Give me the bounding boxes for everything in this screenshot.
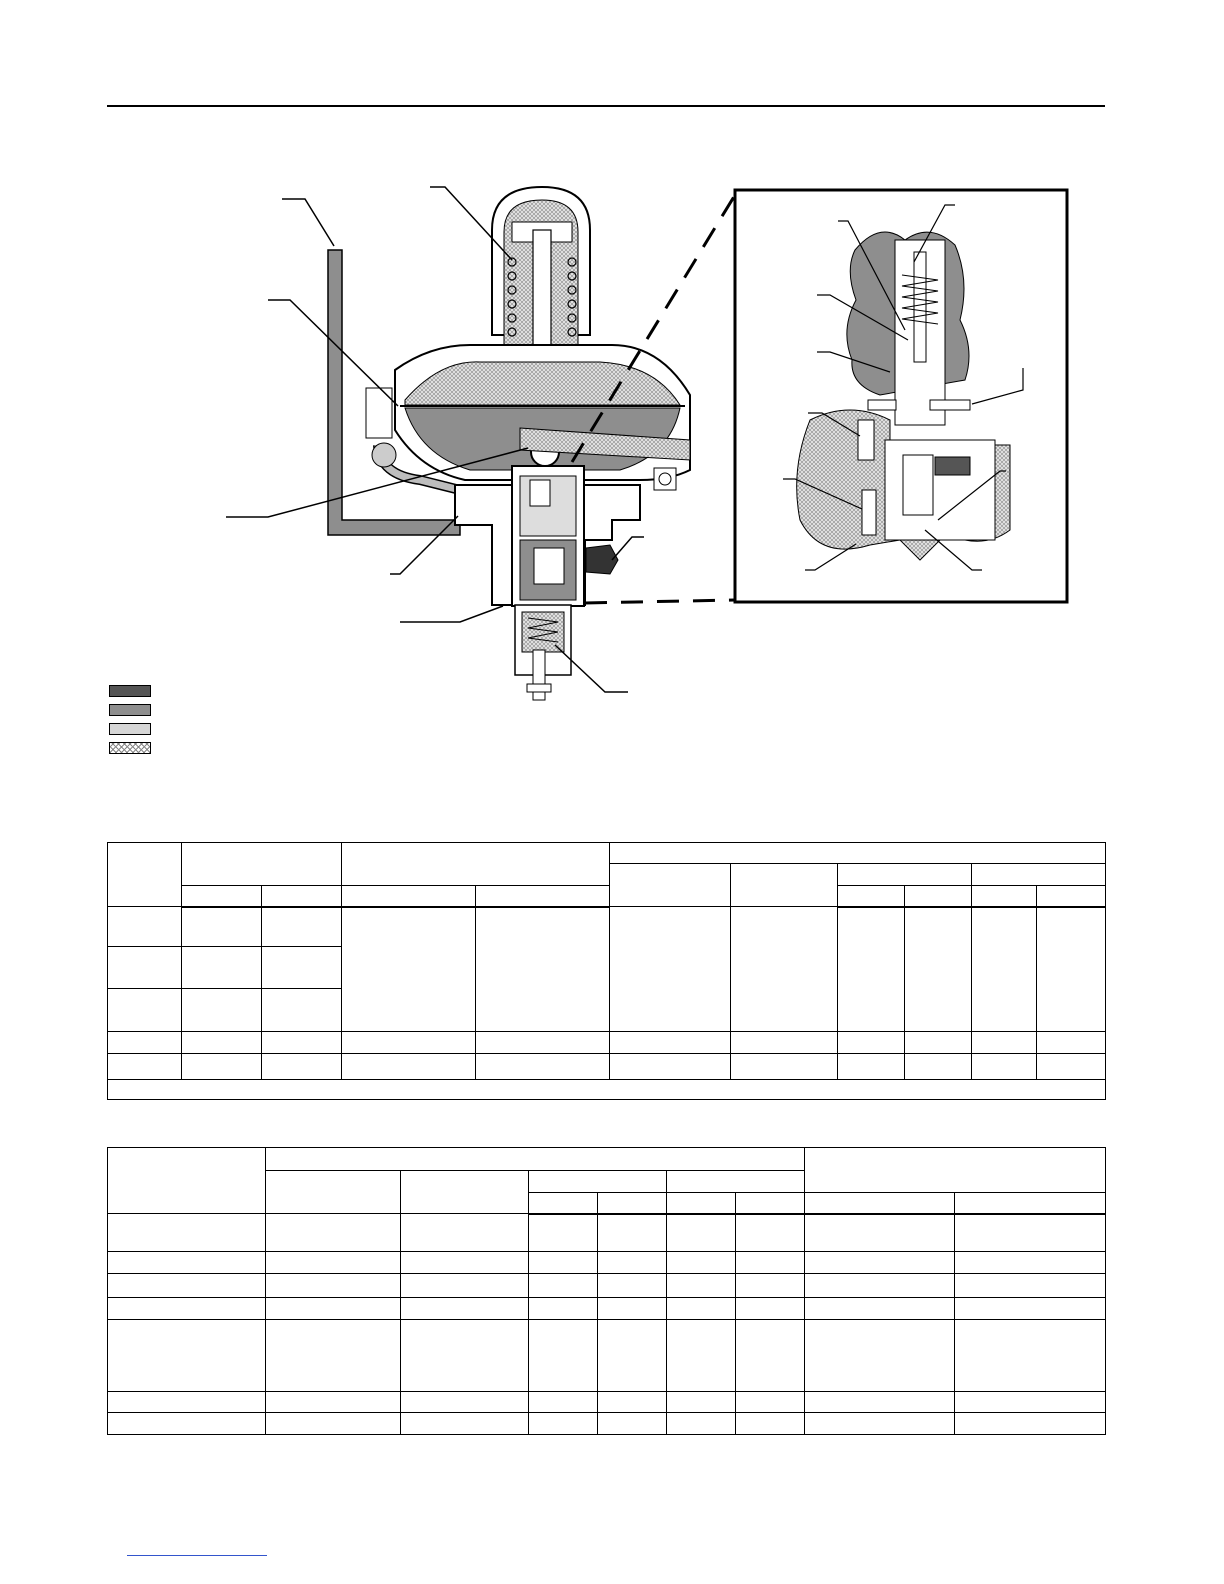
t2-cell <box>667 1392 736 1413</box>
footer-link-underline <box>127 1555 267 1556</box>
t2-cell <box>401 1252 529 1274</box>
t2-header-cell <box>805 1148 1106 1193</box>
t2-cell <box>598 1392 667 1413</box>
t2-cell <box>736 1214 805 1252</box>
t2-cell <box>108 1298 266 1320</box>
t2-header-cell <box>955 1193 1106 1214</box>
t1-header-cell <box>342 886 476 907</box>
t1-cell <box>905 1032 972 1054</box>
t2-cell <box>401 1413 529 1435</box>
t1-cell <box>342 907 476 1032</box>
t2-header-cell <box>401 1171 529 1214</box>
t2-cell <box>955 1214 1106 1252</box>
t2-cell <box>667 1214 736 1252</box>
t1-cell <box>476 1054 610 1080</box>
t2-cell <box>401 1214 529 1252</box>
t2-cell <box>667 1252 736 1274</box>
t2-cell <box>736 1413 805 1435</box>
t1-header-cell <box>1037 886 1106 907</box>
t2-cell <box>805 1298 955 1320</box>
t1-cell <box>1037 1032 1106 1054</box>
t2-header-cell <box>667 1193 736 1214</box>
t1-cell <box>342 1054 476 1080</box>
t2-cell <box>736 1298 805 1320</box>
t2-cell <box>108 1320 266 1392</box>
t2-cell <box>736 1252 805 1274</box>
t2-cell <box>266 1252 401 1274</box>
t1-cell <box>182 989 262 1032</box>
t1-cell <box>108 1032 182 1054</box>
t1-cell <box>1037 907 1106 1032</box>
t2-cell <box>401 1274 529 1298</box>
t1-cell <box>972 1054 1037 1080</box>
t2-header-cell <box>805 1193 955 1214</box>
t1-cell <box>108 947 182 989</box>
t2-cell <box>667 1320 736 1392</box>
t1-header-cell <box>972 864 1106 886</box>
t1-cell <box>610 907 731 1032</box>
t2-header-cell <box>529 1193 598 1214</box>
t1-cell <box>108 1054 182 1080</box>
legend-swatch-medium <box>109 704 151 716</box>
specifications-table-2 <box>107 1147 1106 1435</box>
t1-cell <box>731 1054 838 1080</box>
t2-cell <box>266 1413 401 1435</box>
t1-cell <box>731 1032 838 1054</box>
t2-header-cell <box>108 1148 266 1214</box>
t1-cell <box>972 1032 1037 1054</box>
t1-cell <box>182 907 262 947</box>
t2-cell <box>805 1214 955 1252</box>
legend <box>109 685 151 761</box>
t2-cell <box>955 1274 1106 1298</box>
t2-cell <box>529 1274 598 1298</box>
legend-swatch-light <box>109 723 151 735</box>
t2-cell <box>108 1413 266 1435</box>
t2-cell <box>598 1298 667 1320</box>
t2-cell <box>598 1274 667 1298</box>
t1-header-cell <box>182 886 262 907</box>
t2-header-cell <box>266 1148 805 1171</box>
t1-cell <box>838 907 905 1032</box>
t1-cell <box>182 1054 262 1080</box>
t2-cell <box>805 1320 955 1392</box>
t2-cell <box>108 1252 266 1274</box>
t1-header-cell <box>342 843 610 886</box>
t2-cell <box>736 1274 805 1298</box>
t1-cell <box>108 907 182 947</box>
t2-cell <box>598 1320 667 1392</box>
t2-cell <box>529 1252 598 1274</box>
t1-header-cell <box>182 843 342 886</box>
t1-cell <box>731 907 838 1032</box>
t1-header-cell <box>838 886 905 907</box>
t1-header-cell <box>838 864 972 886</box>
pilot-body <box>455 466 640 700</box>
t2-cell <box>667 1298 736 1320</box>
t2-cell <box>108 1274 266 1298</box>
t1-cell <box>262 947 342 989</box>
t1-cell <box>476 1032 610 1054</box>
t2-header-cell <box>736 1193 805 1214</box>
t2-cell <box>598 1413 667 1435</box>
t2-cell <box>805 1392 955 1413</box>
t1-cell <box>905 1054 972 1080</box>
t2-cell <box>736 1320 805 1392</box>
t2-cell <box>108 1392 266 1413</box>
t2-cell <box>108 1214 266 1252</box>
t2-cell <box>736 1392 805 1413</box>
pilot-detail-inset <box>735 190 1067 602</box>
t2-cell <box>598 1252 667 1274</box>
t2-cell <box>529 1214 598 1252</box>
t1-footnote-cell <box>108 1080 1106 1100</box>
t1-cell <box>838 1032 905 1054</box>
t1-cell <box>610 1032 731 1054</box>
t2-cell <box>266 1392 401 1413</box>
t1-header-cell <box>731 864 838 907</box>
t1-cell <box>610 1054 731 1080</box>
t2-cell <box>805 1413 955 1435</box>
t2-cell <box>667 1413 736 1435</box>
t2-cell <box>529 1298 598 1320</box>
t1-cell <box>972 907 1037 1032</box>
t2-cell <box>401 1298 529 1320</box>
t2-cell <box>667 1274 736 1298</box>
legend-swatch-hatched <box>109 742 151 754</box>
t1-cell <box>262 907 342 947</box>
t2-cell <box>266 1274 401 1298</box>
t2-header-cell <box>529 1171 667 1193</box>
t1-header-cell <box>108 843 182 907</box>
t1-cell <box>262 1054 342 1080</box>
t1-cell <box>108 989 182 1032</box>
t2-cell <box>955 1392 1106 1413</box>
t1-header-cell <box>610 843 1106 864</box>
legend-swatch-dark <box>109 685 151 697</box>
t2-cell <box>805 1252 955 1274</box>
t1-header-cell <box>905 886 972 907</box>
specifications-table-1 <box>107 842 1106 1100</box>
t2-cell <box>805 1274 955 1298</box>
t1-cell <box>182 1032 262 1054</box>
t2-cell <box>401 1320 529 1392</box>
t1-cell <box>262 1032 342 1054</box>
t2-cell <box>266 1214 401 1252</box>
t2-cell <box>266 1298 401 1320</box>
t1-cell <box>476 907 610 1032</box>
t1-header-cell <box>610 864 731 907</box>
t2-cell <box>598 1214 667 1252</box>
t2-header-cell <box>598 1193 667 1214</box>
t2-header-cell <box>667 1171 805 1193</box>
t1-cell <box>182 947 262 989</box>
t1-header-cell <box>262 886 342 907</box>
t2-header-cell <box>266 1171 401 1214</box>
t1-cell <box>1037 1054 1106 1080</box>
t2-cell <box>529 1413 598 1435</box>
t1-cell <box>838 1054 905 1080</box>
t2-cell <box>401 1392 529 1413</box>
t1-cell <box>342 1032 476 1054</box>
t2-cell <box>529 1320 598 1392</box>
t2-cell <box>955 1298 1106 1320</box>
t2-cell <box>529 1392 598 1413</box>
t1-header-cell <box>972 886 1037 907</box>
t2-cell <box>266 1320 401 1392</box>
t1-header-cell <box>476 886 610 907</box>
t1-cell <box>905 907 972 1032</box>
t2-cell <box>955 1413 1106 1435</box>
t1-cell <box>262 989 342 1032</box>
t2-cell <box>955 1252 1106 1274</box>
t2-cell <box>955 1320 1106 1392</box>
